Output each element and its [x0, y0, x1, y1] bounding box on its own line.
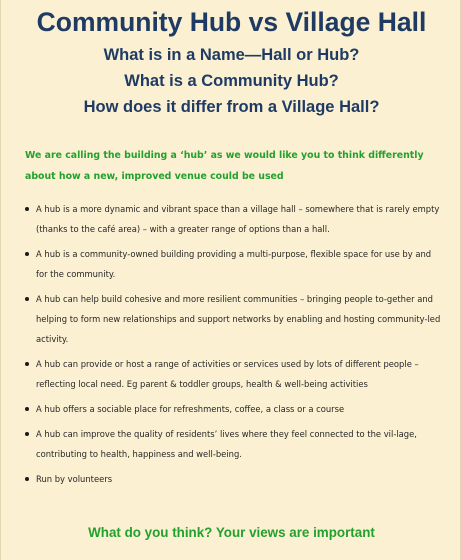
list-item	[25, 424, 441, 464]
list-item	[25, 199, 441, 239]
list-item-text: A hub offers a sociable place for refreshments, coffee, a class or a course	[36, 404, 345, 414]
bullet-list	[25, 199, 441, 494]
list-item-text: A hub is a community-owned building providing a multi-purpose, flexible space for use by and for the community.	[36, 249, 432, 279]
subtitle-line: What is in a Name—Hall or Hub?	[103, 46, 360, 64]
bullet-dot-icon	[25, 207, 29, 211]
list-item	[25, 289, 441, 349]
subtitle-block	[1, 42, 461, 120]
list-item	[25, 354, 441, 394]
bullet-dot-icon	[25, 432, 29, 436]
list-item-text: A hub can improve the quality of residents’ lives where they feel connected to the vil-lage, contributing to health, happiness and well-being.	[36, 429, 417, 459]
intro-statement: We are calling the building a ‘hub’ as we would like you to think differently about how a new, improved venue could be used	[25, 150, 424, 182]
list-item	[25, 469, 441, 489]
bullet-dot-icon	[25, 477, 29, 481]
list-item-text: A hub can help build cohesive and more resilient communities – bringing people to-gether and helping to form new relationships and support networks by enabling and hosting community-led activity.	[36, 294, 441, 344]
list-item	[25, 399, 441, 419]
list-item-text: A hub is a more dynamic and vibrant space than a village hall – somewhere that is rarely empty (thanks to the café area) – with a greater range of options than a hall.	[36, 204, 440, 234]
list-item-text: A hub can provide or host a range of activities or services used by lots of different people – reflecting local need. Eg parent & toddler groups, health & well-being activities	[36, 359, 419, 389]
subtitle-line: How does it differ from a Village Hall?	[83, 98, 380, 116]
page-title: Community Hub vs Village Hall	[36, 7, 427, 37]
closing-call-to-action: What do you think? Your views are important	[88, 525, 375, 540]
list-item	[25, 244, 441, 284]
list-item-text: Run by volunteers	[36, 474, 113, 484]
subtitle-line: What is a Community Hub?	[124, 72, 339, 90]
bullet-dot-icon	[25, 407, 29, 411]
bullet-dot-icon	[25, 297, 29, 301]
bullet-dot-icon	[25, 362, 29, 366]
bullet-dot-icon	[25, 252, 29, 256]
